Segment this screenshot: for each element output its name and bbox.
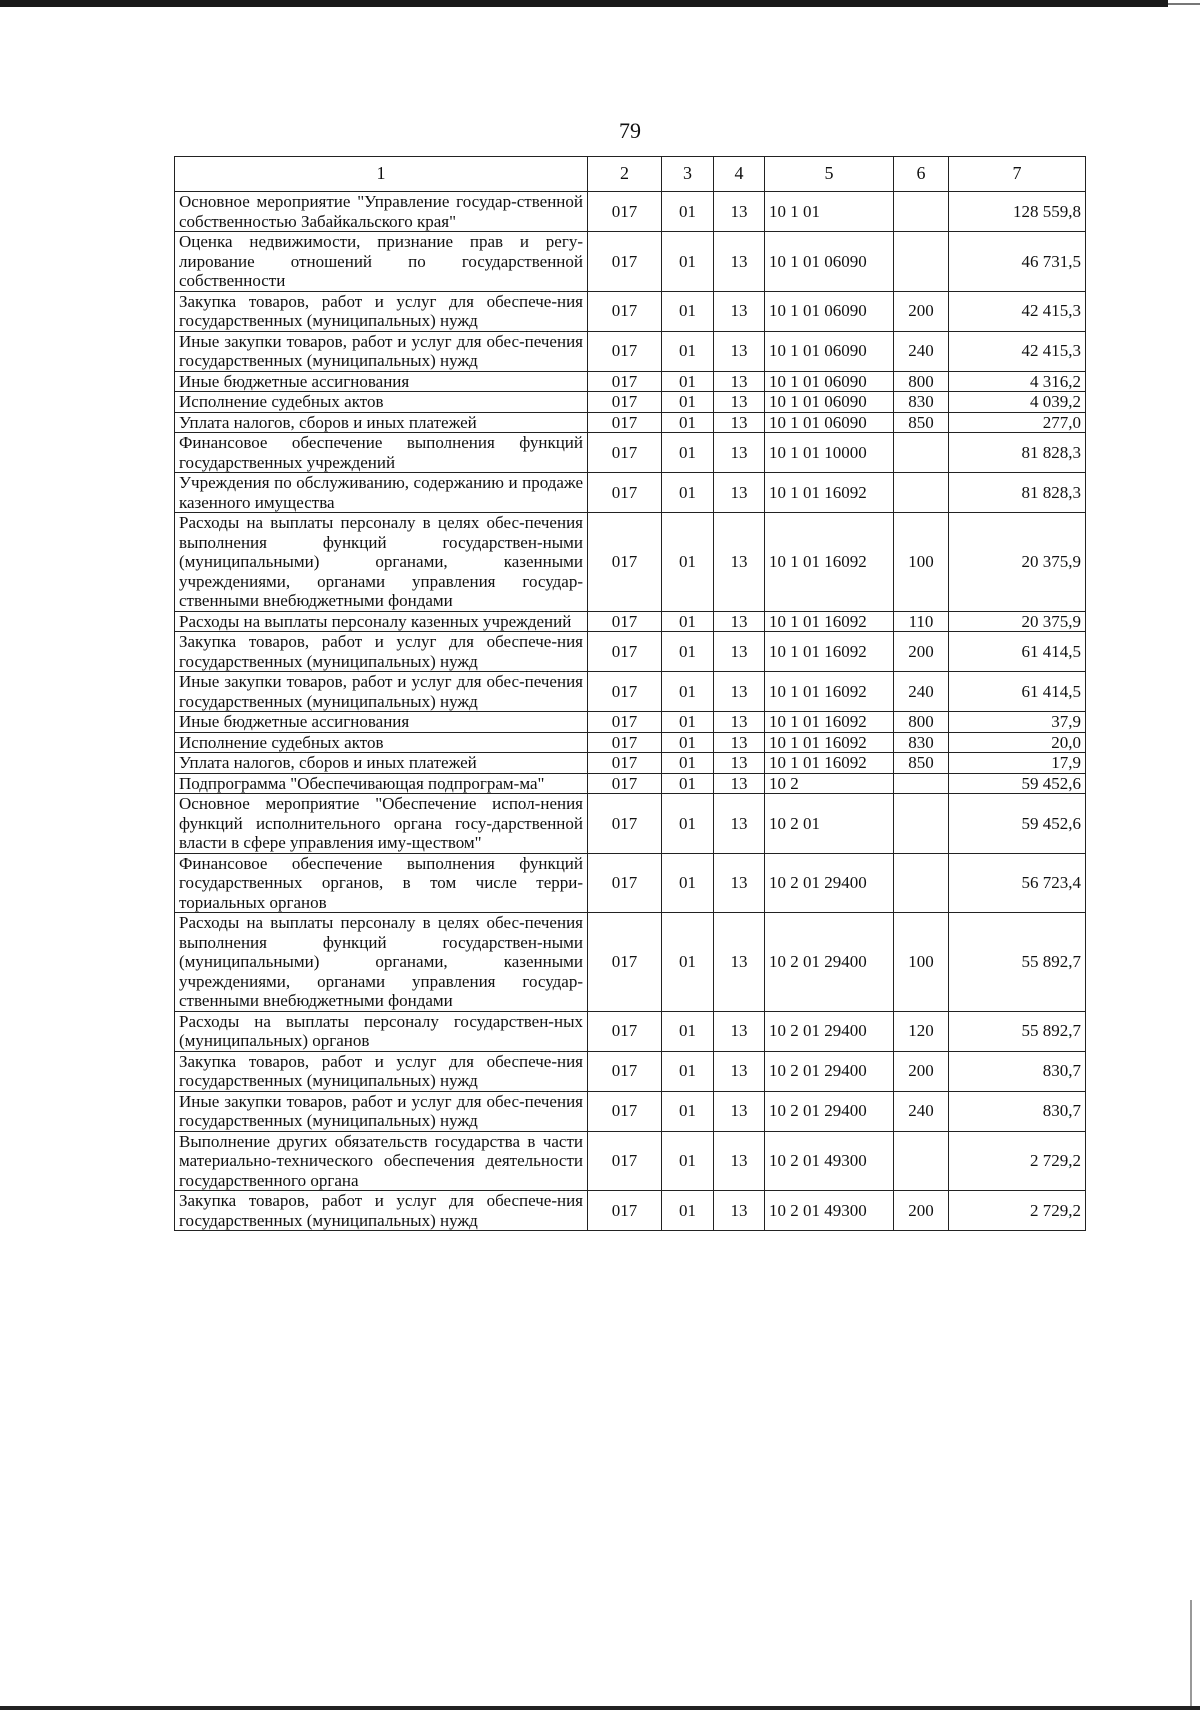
row-name: Расходы на выплаты персоналу в целях обес-печения выполнения функций государствен-ными (муниципальными) органами, казенными учреждениями, органами управления государ-ственными внебюджетными фондами <box>175 913 588 1012</box>
row-expense-type <box>894 192 949 232</box>
row-amount: 128 559,8 <box>949 192 1086 232</box>
row-target-article: 10 2 01 49300 <box>765 1191 894 1231</box>
row-target-article: 10 2 01 29400 <box>765 1051 894 1091</box>
column-header: 3 <box>662 157 714 192</box>
row-name: Учреждения по обслуживанию, содержанию и продаже казенного имущества <box>175 473 588 513</box>
row-expense-type: 240 <box>894 1091 949 1131</box>
row-section-code: 01 <box>662 672 714 712</box>
row-section-code: 01 <box>662 1051 714 1091</box>
table-row <box>175 371 1086 392</box>
table-row <box>175 611 1086 632</box>
row-name: Иные закупки товаров, работ и услуг для обес-печения государственных (муниципальных) нужд <box>175 672 588 712</box>
row-amount: 42 415,3 <box>949 331 1086 371</box>
table-row <box>175 291 1086 331</box>
row-subsection-code: 13 <box>714 794 765 854</box>
row-expense-type: 200 <box>894 1191 949 1231</box>
row-target-article: 10 1 01 16092 <box>765 611 894 632</box>
row-subsection-code: 13 <box>714 291 765 331</box>
row-grbs-code: 017 <box>588 192 662 232</box>
row-subsection-code: 13 <box>714 412 765 433</box>
row-subsection-code: 13 <box>714 1011 765 1051</box>
row-grbs-code: 017 <box>588 732 662 753</box>
row-amount: 277,0 <box>949 412 1086 433</box>
row-name: Расходы на выплаты персоналу в целях обес-печения выполнения функций государствен-ными (муниципальными) органами, казенными учреждениями, органами управления государ-ственными внебюджетными фондами <box>175 513 588 612</box>
row-subsection-code: 13 <box>714 331 765 371</box>
row-target-article: 10 2 01 29400 <box>765 1091 894 1131</box>
row-grbs-code: 017 <box>588 371 662 392</box>
table-row <box>175 712 1086 733</box>
row-expense-type <box>894 1131 949 1191</box>
row-grbs-code: 017 <box>588 392 662 413</box>
row-amount: 20 375,9 <box>949 611 1086 632</box>
table-row <box>175 412 1086 433</box>
table-row <box>175 473 1086 513</box>
table-row <box>175 1051 1086 1091</box>
row-section-code: 01 <box>662 371 714 392</box>
row-expense-type: 850 <box>894 412 949 433</box>
row-subsection-code: 13 <box>714 913 765 1012</box>
row-name: Финансовое обеспечение выполнения функций государственных органов, в том числе терри-ториальных органов <box>175 853 588 913</box>
row-target-article: 10 1 01 06090 <box>765 412 894 433</box>
row-amount: 55 892,7 <box>949 1011 1086 1051</box>
row-expense-type: 830 <box>894 732 949 753</box>
row-amount: 4 316,2 <box>949 371 1086 392</box>
row-grbs-code: 017 <box>588 753 662 774</box>
row-subsection-code: 13 <box>714 473 765 513</box>
row-target-article: 10 1 01 06090 <box>765 371 894 392</box>
row-grbs-code: 017 <box>588 853 662 913</box>
row-section-code: 01 <box>662 392 714 413</box>
row-target-article: 10 1 01 06090 <box>765 392 894 413</box>
row-expense-type: 120 <box>894 1011 949 1051</box>
scan-border-bottom <box>0 1706 1200 1710</box>
row-amount: 17,9 <box>949 753 1086 774</box>
row-grbs-code: 017 <box>588 611 662 632</box>
row-grbs-code: 017 <box>588 1051 662 1091</box>
row-expense-type: 200 <box>894 291 949 331</box>
row-name: Расходы на выплаты персоналу казенных учреждений <box>175 611 588 632</box>
row-name: Иные закупки товаров, работ и услуг для обес-печения государственных (муниципальных) нужд <box>175 331 588 371</box>
row-grbs-code: 017 <box>588 291 662 331</box>
row-subsection-code: 13 <box>714 433 765 473</box>
row-subsection-code: 13 <box>714 392 765 413</box>
row-section-code: 01 <box>662 732 714 753</box>
table-row <box>175 1131 1086 1191</box>
row-grbs-code: 017 <box>588 632 662 672</box>
row-name: Иные бюджетные ассигнования <box>175 712 588 733</box>
row-target-article: 10 2 01 49300 <box>765 1131 894 1191</box>
row-target-article: 10 2 01 <box>765 794 894 854</box>
row-expense-type: 240 <box>894 331 949 371</box>
row-section-code: 01 <box>662 712 714 733</box>
row-section-code: 01 <box>662 1011 714 1051</box>
row-expense-type <box>894 473 949 513</box>
row-grbs-code: 017 <box>588 1011 662 1051</box>
row-subsection-code: 13 <box>714 753 765 774</box>
scan-border-top <box>0 0 1168 7</box>
row-target-article: 10 1 01 16092 <box>765 732 894 753</box>
row-subsection-code: 13 <box>714 1191 765 1231</box>
row-amount: 4 039,2 <box>949 392 1086 413</box>
row-amount: 46 731,5 <box>949 232 1086 292</box>
column-header: 1 <box>175 157 588 192</box>
table-row <box>175 753 1086 774</box>
row-target-article: 10 2 01 29400 <box>765 853 894 913</box>
row-expense-type <box>894 773 949 794</box>
row-subsection-code: 13 <box>714 1131 765 1191</box>
row-subsection-code: 13 <box>714 192 765 232</box>
page-number: 79 <box>619 118 641 143</box>
row-subsection-code: 13 <box>714 672 765 712</box>
row-target-article: 10 1 01 16092 <box>765 513 894 612</box>
row-name: Расходы на выплаты персоналу государствен-ных (муниципальных) органов <box>175 1011 588 1051</box>
row-section-code: 01 <box>662 632 714 672</box>
row-expense-type: 800 <box>894 712 949 733</box>
column-header: 6 <box>894 157 949 192</box>
row-section-code: 01 <box>662 433 714 473</box>
table-row <box>175 232 1086 292</box>
row-grbs-code: 017 <box>588 331 662 371</box>
row-target-article: 10 1 01 16092 <box>765 632 894 672</box>
column-header-row <box>175 157 1086 192</box>
row-expense-type: 100 <box>894 913 949 1012</box>
row-name: Выполнение других обязательств государства в части материально-технического обеспечения деятельности государственного органа <box>175 1131 588 1191</box>
budget-table <box>174 156 1086 1231</box>
column-header: 2 <box>588 157 662 192</box>
scan-border-top-end <box>1168 3 1200 5</box>
row-subsection-code: 13 <box>714 732 765 753</box>
column-header: 4 <box>714 157 765 192</box>
row-expense-type: 100 <box>894 513 949 612</box>
row-grbs-code: 017 <box>588 712 662 733</box>
row-section-code: 01 <box>662 773 714 794</box>
row-grbs-code: 017 <box>588 672 662 712</box>
table-row <box>175 513 1086 612</box>
row-grbs-code: 017 <box>588 412 662 433</box>
row-expense-type <box>894 433 949 473</box>
row-subsection-code: 13 <box>714 712 765 733</box>
row-subsection-code: 13 <box>714 371 765 392</box>
row-amount: 20 375,9 <box>949 513 1086 612</box>
row-expense-type: 240 <box>894 672 949 712</box>
row-grbs-code: 017 <box>588 794 662 854</box>
row-section-code: 01 <box>662 232 714 292</box>
row-target-article: 10 1 01 16092 <box>765 672 894 712</box>
row-name: Закупка товаров, работ и услуг для обеспече-ния государственных (муниципальных) нужд <box>175 291 588 331</box>
row-grbs-code: 017 <box>588 1091 662 1131</box>
row-amount: 61 414,5 <box>949 632 1086 672</box>
table-row <box>175 732 1086 753</box>
row-section-code: 01 <box>662 473 714 513</box>
row-section-code: 01 <box>662 513 714 612</box>
row-expense-type: 830 <box>894 392 949 413</box>
row-amount: 61 414,5 <box>949 672 1086 712</box>
row-grbs-code: 017 <box>588 433 662 473</box>
table-row <box>175 392 1086 413</box>
row-amount: 55 892,7 <box>949 913 1086 1012</box>
row-grbs-code: 017 <box>588 513 662 612</box>
row-section-code: 01 <box>662 291 714 331</box>
table-row <box>175 672 1086 712</box>
row-expense-type: 200 <box>894 632 949 672</box>
row-amount: 81 828,3 <box>949 433 1086 473</box>
row-target-article: 10 1 01 06090 <box>765 331 894 371</box>
row-name: Основное мероприятие "Управление государ-ственной собственностью Забайкальского края" <box>175 192 588 232</box>
row-subsection-code: 13 <box>714 232 765 292</box>
row-name: Закупка товаров, работ и услуг для обеспече-ния государственных (муниципальных) нужд <box>175 632 588 672</box>
row-target-article: 10 2 01 29400 <box>765 913 894 1012</box>
table-row <box>175 773 1086 794</box>
row-expense-type: 110 <box>894 611 949 632</box>
row-expense-type: 800 <box>894 371 949 392</box>
row-expense-type: 850 <box>894 753 949 774</box>
row-subsection-code: 13 <box>714 1051 765 1091</box>
row-section-code: 01 <box>662 1191 714 1231</box>
row-expense-type <box>894 794 949 854</box>
row-target-article: 10 2 <box>765 773 894 794</box>
row-expense-type <box>894 853 949 913</box>
row-expense-type <box>894 232 949 292</box>
row-amount: 81 828,3 <box>949 473 1086 513</box>
column-header: 7 <box>949 157 1086 192</box>
row-name: Иные бюджетные ассигнования <box>175 371 588 392</box>
row-amount: 37,9 <box>949 712 1086 733</box>
row-grbs-code: 017 <box>588 773 662 794</box>
table-row <box>175 192 1086 232</box>
row-amount: 59 452,6 <box>949 773 1086 794</box>
row-subsection-code: 13 <box>714 853 765 913</box>
row-target-article: 10 1 01 16092 <box>765 712 894 733</box>
row-amount: 2 729,2 <box>949 1191 1086 1231</box>
row-section-code: 01 <box>662 753 714 774</box>
column-header: 5 <box>765 157 894 192</box>
row-name: Оценка недвижимости, признание прав и регу-лирование отношений по государственной собственности <box>175 232 588 292</box>
row-section-code: 01 <box>662 1131 714 1191</box>
row-target-article: 10 1 01 16092 <box>765 753 894 774</box>
row-name: Основное мероприятие "Обеспечение испол-нения функций исполнительного органа госу-дарственной власти в сфере управления иму-ществом" <box>175 794 588 854</box>
row-name: Уплата налогов, сборов и иных платежей <box>175 412 588 433</box>
table-row <box>175 913 1086 1012</box>
row-subsection-code: 13 <box>714 773 765 794</box>
row-grbs-code: 017 <box>588 232 662 292</box>
table-row <box>175 853 1086 913</box>
row-name: Подпрограмма "Обеспечивающая подпрограм-ма" <box>175 773 588 794</box>
row-target-article: 10 1 01 <box>765 192 894 232</box>
row-subsection-code: 13 <box>714 1091 765 1131</box>
row-amount: 830,7 <box>949 1051 1086 1091</box>
row-name: Исполнение судебных актов <box>175 732 588 753</box>
row-target-article: 10 1 01 06090 <box>765 232 894 292</box>
scan-border-right <box>1190 1600 1192 1706</box>
row-amount: 59 452,6 <box>949 794 1086 854</box>
row-grbs-code: 017 <box>588 1131 662 1191</box>
row-section-code: 01 <box>662 853 714 913</box>
row-name: Закупка товаров, работ и услуг для обеспече-ния государственных (муниципальных) нужд <box>175 1051 588 1091</box>
row-section-code: 01 <box>662 611 714 632</box>
table-row <box>175 331 1086 371</box>
row-subsection-code: 13 <box>714 513 765 612</box>
row-amount: 830,7 <box>949 1091 1086 1131</box>
table-row <box>175 1191 1086 1231</box>
row-subsection-code: 13 <box>714 632 765 672</box>
row-expense-type: 200 <box>894 1051 949 1091</box>
row-target-article: 10 2 01 29400 <box>765 1011 894 1051</box>
row-section-code: 01 <box>662 913 714 1012</box>
table-row <box>175 433 1086 473</box>
row-target-article: 10 1 01 06090 <box>765 291 894 331</box>
table-row <box>175 632 1086 672</box>
table-row <box>175 1091 1086 1131</box>
table-row <box>175 1011 1086 1051</box>
row-amount: 56 723,4 <box>949 853 1086 913</box>
row-amount: 2 729,2 <box>949 1131 1086 1191</box>
row-amount: 20,0 <box>949 732 1086 753</box>
row-grbs-code: 017 <box>588 1191 662 1231</box>
row-section-code: 01 <box>662 412 714 433</box>
row-name: Исполнение судебных актов <box>175 392 588 413</box>
row-target-article: 10 1 01 10000 <box>765 433 894 473</box>
row-subsection-code: 13 <box>714 611 765 632</box>
row-target-article: 10 1 01 16092 <box>765 473 894 513</box>
row-section-code: 01 <box>662 794 714 854</box>
table-row <box>175 794 1086 854</box>
row-name: Финансовое обеспечение выполнения функций государственных учреждений <box>175 433 588 473</box>
row-grbs-code: 017 <box>588 913 662 1012</box>
row-section-code: 01 <box>662 192 714 232</box>
row-section-code: 01 <box>662 1091 714 1131</box>
row-name: Иные закупки товаров, работ и услуг для обес-печения государственных (муниципальных) нужд <box>175 1091 588 1131</box>
row-grbs-code: 017 <box>588 473 662 513</box>
row-amount: 42 415,3 <box>949 291 1086 331</box>
row-section-code: 01 <box>662 331 714 371</box>
row-name: Уплата налогов, сборов и иных платежей <box>175 753 588 774</box>
row-name: Закупка товаров, работ и услуг для обеспече-ния государственных (муниципальных) нужд <box>175 1191 588 1231</box>
